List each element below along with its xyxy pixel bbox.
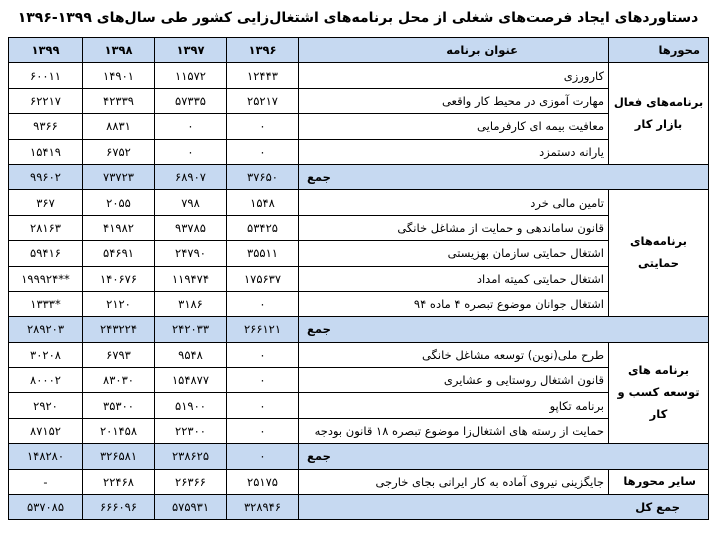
sum-row bbox=[9, 444, 709, 469]
grand-total-label: جمع کل bbox=[299, 495, 709, 520]
program-cell: قانون ساماندهی و حمایت از مشاغل خانگی bbox=[299, 215, 609, 240]
value-cell: ۰ bbox=[155, 139, 227, 164]
program-cell: اشتغال حمایتی کمیته امداد bbox=[299, 266, 609, 291]
value-cell: ۰ bbox=[227, 342, 299, 367]
value-cell: ۲۵۱۷۵ bbox=[227, 469, 299, 494]
value-cell: ۶۷۵۲ bbox=[83, 139, 155, 164]
sum-value: ۱۴۸۲۸۰ bbox=[9, 444, 83, 469]
value-cell: ۰ bbox=[227, 114, 299, 139]
table-row bbox=[9, 114, 709, 139]
table-row bbox=[9, 291, 709, 316]
axis-cell: سایر محورها bbox=[609, 469, 709, 494]
value-cell: ۲۶۳۶۶ bbox=[155, 469, 227, 494]
program-cell: اشتغال جوانان موضوع تبصره ۴ ماده ۹۴ bbox=[299, 291, 609, 316]
table-row bbox=[9, 241, 709, 266]
grand-total-value: ۳۲۸۹۴۶ bbox=[227, 495, 299, 520]
sum-value: ۶۸۹۰۷ bbox=[155, 164, 227, 189]
table-row bbox=[9, 63, 709, 88]
axis-cell: برنامه‌های حمایتی bbox=[609, 190, 709, 317]
value-cell: ۳۱۸۶ bbox=[155, 291, 227, 316]
sum-row bbox=[9, 317, 709, 342]
program-cell: طرح ملی(نوین) توسعه مشاغل خانگی bbox=[299, 342, 609, 367]
value-cell: ۱۷۵۶۳۷ bbox=[227, 266, 299, 291]
axis-cell: برنامه‌های فعال بازار کار bbox=[609, 63, 709, 165]
value-cell: ۲۰۱۴۵۸ bbox=[83, 418, 155, 443]
header-row bbox=[9, 38, 709, 63]
sum-value: ۲۶۶۱۲۱ bbox=[227, 317, 299, 342]
value-cell: ۰ bbox=[227, 368, 299, 393]
value-cell: ۱۱۵۷۲ bbox=[155, 63, 227, 88]
value-cell: ۶۷۹۳ bbox=[83, 342, 155, 367]
header-1398: ۱۳۹۸ bbox=[83, 38, 155, 63]
sum-value: ۹۹۶۰۲ bbox=[9, 164, 83, 189]
table-row bbox=[9, 215, 709, 240]
program-cell: قانون اشتغال روستایی و عشایری bbox=[299, 368, 609, 393]
grand-total-value: ۵۳۷۰۸۵ bbox=[9, 495, 83, 520]
grand-total-value: ۶۶۶۰۹۶ bbox=[83, 495, 155, 520]
axis-cell: برنامه های توسعه کسب و کار bbox=[609, 342, 709, 444]
sum-row bbox=[9, 164, 709, 189]
value-cell: ۰ bbox=[155, 114, 227, 139]
header-program: عنوان برنامه bbox=[299, 38, 609, 63]
other-row bbox=[9, 469, 709, 494]
value-cell: ۷۹۸ bbox=[155, 190, 227, 215]
value-cell: ۲۲۴۶۸ bbox=[83, 469, 155, 494]
value-cell: ۸۳۰۳۰ bbox=[83, 368, 155, 393]
value-cell: ۰ bbox=[227, 418, 299, 443]
table-row bbox=[9, 393, 709, 418]
table-row bbox=[9, 418, 709, 443]
value-cell: ۸۰۰۰۲ bbox=[9, 368, 83, 393]
value-cell: ۱۵۴۸۷۷ bbox=[155, 368, 227, 393]
value-cell: ۲۸۱۶۳ bbox=[9, 215, 83, 240]
program-cell: کارورزی bbox=[299, 63, 609, 88]
sum-value: ۷۳۷۲۳ bbox=[83, 164, 155, 189]
value-cell: ۶۲۲۱۷ bbox=[9, 88, 83, 113]
value-cell: ۲۲۳۰۰ bbox=[155, 418, 227, 443]
table-row bbox=[9, 139, 709, 164]
sum-value: ۰ bbox=[227, 444, 299, 469]
value-cell: ۱۵۴۱۹ bbox=[9, 139, 83, 164]
header-axis: محورها bbox=[609, 38, 709, 63]
value-cell: ۰ bbox=[227, 139, 299, 164]
value-cell: ۸۸۳۱ bbox=[83, 114, 155, 139]
value-cell: ۳۰۲۰۸ bbox=[9, 342, 83, 367]
value-cell: ۵۷۳۳۵ bbox=[155, 88, 227, 113]
value-cell: ۱۱۹۴۷۴ bbox=[155, 266, 227, 291]
table-row bbox=[9, 88, 709, 113]
value-cell: ۳۵۵۱۱ bbox=[227, 241, 299, 266]
program-cell: مهارت آموزی در محیط کار واقعی bbox=[299, 88, 609, 113]
value-cell: ۹۳۷۸۵ bbox=[155, 215, 227, 240]
program-cell: برنامه تکاپو bbox=[299, 393, 609, 418]
table-title: دستاوردهای ایجاد فرصت‌های شغلی از محل برنامه‌های اشتغال‌زایی کشور طی سال‌های ۱۳۹۹-۱۳۹۶ bbox=[17, 10, 699, 26]
sum-label: جمع bbox=[299, 164, 709, 189]
program-cell: یارانه دستمزد bbox=[299, 139, 609, 164]
table-row bbox=[9, 190, 709, 215]
value-cell: - bbox=[9, 469, 83, 494]
sum-value: ۲۴۲۰۳۳ bbox=[155, 317, 227, 342]
value-cell: ۵۳۴۲۵ bbox=[227, 215, 299, 240]
program-cell: اشتغال حمایتی سازمان بهزیستی bbox=[299, 241, 609, 266]
sum-label: جمع bbox=[299, 444, 709, 469]
program-cell: معافیت بیمه ای کارفرمایی bbox=[299, 114, 609, 139]
employment-table bbox=[8, 37, 709, 520]
sum-value: ۳۷۶۵۰ bbox=[227, 164, 299, 189]
table-row bbox=[9, 368, 709, 393]
value-cell: ۱۹۹۹۲۴** bbox=[9, 266, 83, 291]
table-row bbox=[9, 342, 709, 367]
value-cell: ۳۵۳۰۰ bbox=[83, 393, 155, 418]
value-cell: ۶۰۰۱۱ bbox=[9, 63, 83, 88]
value-cell: ۲۹۲۰ bbox=[9, 393, 83, 418]
value-cell: ۲۵۲۱۷ bbox=[227, 88, 299, 113]
value-cell: ۲۰۵۵ bbox=[83, 190, 155, 215]
sum-value: ۲۸۹۲۰۳ bbox=[9, 317, 83, 342]
value-cell: ۴۲۳۳۹ bbox=[83, 88, 155, 113]
value-cell: ۱۴۰۶۷۶ bbox=[83, 266, 155, 291]
value-cell: ۲۱۲۰ bbox=[83, 291, 155, 316]
program-cell: جایگزینی نیروی آماده به کار ایرانی بجای خارجی bbox=[299, 469, 609, 494]
table-row bbox=[9, 266, 709, 291]
value-cell: ۵۱۹۰۰ bbox=[155, 393, 227, 418]
sum-value: ۳۲۶۵۸۱ bbox=[83, 444, 155, 469]
value-cell: ۱۲۴۴۳ bbox=[227, 63, 299, 88]
value-cell: ۱۵۴۸ bbox=[227, 190, 299, 215]
value-cell: ۰ bbox=[227, 393, 299, 418]
value-cell: ۲۴۷۹۰ bbox=[155, 241, 227, 266]
value-cell: ۱۳۳۳* bbox=[9, 291, 83, 316]
grand-total-value: ۵۷۵۹۳۱ bbox=[155, 495, 227, 520]
value-cell: ۱۴۹۰۱ bbox=[83, 63, 155, 88]
header-1397: ۱۳۹۷ bbox=[155, 38, 227, 63]
value-cell: ۹۵۴۸ bbox=[155, 342, 227, 367]
value-cell: ۳۶۷ bbox=[9, 190, 83, 215]
value-cell: ۴۱۹۸۲ bbox=[83, 215, 155, 240]
value-cell: ۸۷۱۵۲ bbox=[9, 418, 83, 443]
header-1396: ۱۳۹۶ bbox=[227, 38, 299, 63]
sum-label: جمع bbox=[299, 317, 709, 342]
value-cell: ۹۳۶۶ bbox=[9, 114, 83, 139]
sum-value: ۲۳۸۶۲۵ bbox=[155, 444, 227, 469]
program-cell: حمایت از رسته های اشتغال‌زا موضوع تبصره ۱۸ قانون بودجه bbox=[299, 418, 609, 443]
program-cell: تامین مالی خرد bbox=[299, 190, 609, 215]
value-cell: ۰ bbox=[227, 291, 299, 316]
value-cell: ۵۹۴۱۶ bbox=[9, 241, 83, 266]
header-1399: ۱۳۹۹ bbox=[9, 38, 83, 63]
value-cell: ۵۴۶۹۱ bbox=[83, 241, 155, 266]
grand-total-row bbox=[9, 495, 709, 520]
sum-value: ۲۴۳۲۲۴ bbox=[83, 317, 155, 342]
